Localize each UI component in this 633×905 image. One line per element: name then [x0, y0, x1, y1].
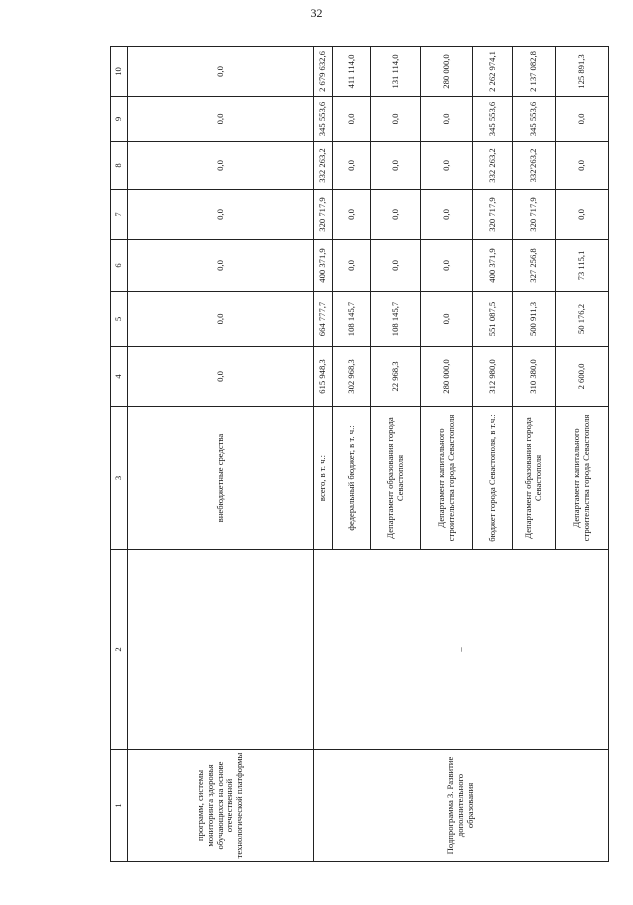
value-cell: 0,0: [421, 142, 473, 190]
header-cell: 2: [111, 550, 128, 750]
value-cell: 0,0: [421, 190, 473, 240]
value-cell: 411 114,0: [333, 47, 371, 97]
value-cell: 0,0: [128, 240, 314, 292]
value-cell: 0,0: [128, 292, 314, 347]
header-cell: 9: [111, 97, 128, 142]
value-cell: 332'263,2: [513, 142, 556, 190]
value-cell: 2 137 082,8: [513, 47, 556, 97]
table-row: [128, 47, 314, 862]
value-cell: 2 262 974,1: [473, 47, 513, 97]
value-cell: 332 263,2: [314, 142, 333, 190]
value-cell: 0,0: [128, 142, 314, 190]
value-cell: 280 000,0: [421, 347, 473, 407]
value-cell: 345 553,6: [314, 97, 333, 142]
value-cell: 0,0: [333, 97, 371, 142]
header-cell: 7: [111, 190, 128, 240]
value-cell: 0,0: [128, 347, 314, 407]
header-cell: 4: [111, 347, 128, 407]
row-label: Департамент капитального строительства города Севастополя: [556, 407, 609, 550]
value-cell: 0,0: [333, 142, 371, 190]
value-cell: 73 115,1: [556, 240, 609, 292]
value-cell: 551 087,5: [473, 292, 513, 347]
value-cell: 0,0: [556, 142, 609, 190]
subprogram-dash: –: [314, 550, 609, 750]
header-cell: 6: [111, 240, 128, 292]
subprogram-title: Подпрограмма 3. Развитие дополнительного образования: [314, 750, 609, 862]
value-cell: 108 145,7: [371, 292, 421, 347]
value-cell: 345 553,6: [513, 97, 556, 142]
value-cell: 22 968,3: [371, 347, 421, 407]
value-cell: 0,0: [556, 97, 609, 142]
table-row: [314, 47, 333, 862]
row-label: бюджет города Севастополя, в т.ч.:: [473, 407, 513, 550]
value-cell: 50 176,2: [556, 292, 609, 347]
value-cell: 2 600,0: [556, 347, 609, 407]
value-cell: 125 891,3: [556, 47, 609, 97]
value-cell: 131 114,0: [371, 47, 421, 97]
budget-table: [110, 46, 609, 862]
value-cell: 2 679 632,6: [314, 47, 333, 97]
value-cell: 0,0: [371, 240, 421, 292]
header-cell: 3: [111, 407, 128, 550]
value-cell: 108 145,7: [333, 292, 371, 347]
value-cell: 400 371,9: [473, 240, 513, 292]
value-cell: 0,0: [371, 142, 421, 190]
row-label: федеральный бюджет, в т. ч.:: [333, 407, 371, 550]
value-cell: 320 717,9: [314, 190, 333, 240]
value-cell: 312 980,0: [473, 347, 513, 407]
empty-cell: [128, 550, 314, 750]
value-cell: 0,0: [371, 190, 421, 240]
value-cell: 0,0: [421, 292, 473, 347]
value-cell: 664 777,7: [314, 292, 333, 347]
value-cell: 400 371,9: [314, 240, 333, 292]
header-cell: 8: [111, 142, 128, 190]
header-cell: 1: [111, 750, 128, 862]
value-cell: 302 968,3: [333, 347, 371, 407]
value-cell: 0,0: [556, 190, 609, 240]
value-cell: 0,0: [333, 240, 371, 292]
row-label: Департамент образования города Севастополя: [513, 407, 556, 550]
rotated-table-wrapper: [110, 47, 605, 862]
value-cell: 280 000,0: [421, 47, 473, 97]
value-cell: 320 717,9: [473, 190, 513, 240]
page-number: 32: [310, 6, 323, 20]
value-cell: 332 263,2: [473, 142, 513, 190]
source-label: внебюджетные средства: [128, 407, 314, 550]
value-cell: 500 911,3: [513, 292, 556, 347]
program-description: программ, системы мониторинга здоровья обучающихся на основе отечественной технологической платформы: [128, 750, 314, 862]
row-label: всего, в т. ч.:: [314, 407, 333, 550]
value-cell: 310 380,0: [513, 347, 556, 407]
value-cell: 345 553,6: [473, 97, 513, 142]
value-cell: 0,0: [421, 240, 473, 292]
header-cell: 5: [111, 292, 128, 347]
value-cell: 0,0: [333, 190, 371, 240]
value-cell: 0,0: [128, 97, 314, 142]
value-cell: 0,0: [128, 47, 314, 97]
value-cell: 0,0: [421, 97, 473, 142]
value-cell: 320 717,9: [513, 190, 556, 240]
row-label: Департамент образования города Севастополя: [371, 407, 421, 550]
header-row: [111, 47, 128, 862]
value-cell: 0,0: [371, 97, 421, 142]
value-cell: 0,0: [128, 190, 314, 240]
header-cell: 10: [111, 47, 128, 97]
value-cell: 327 256,8: [513, 240, 556, 292]
row-label: Департамент капитального строительства города Севастополя: [421, 407, 473, 550]
value-cell: 615 948,3: [314, 347, 333, 407]
